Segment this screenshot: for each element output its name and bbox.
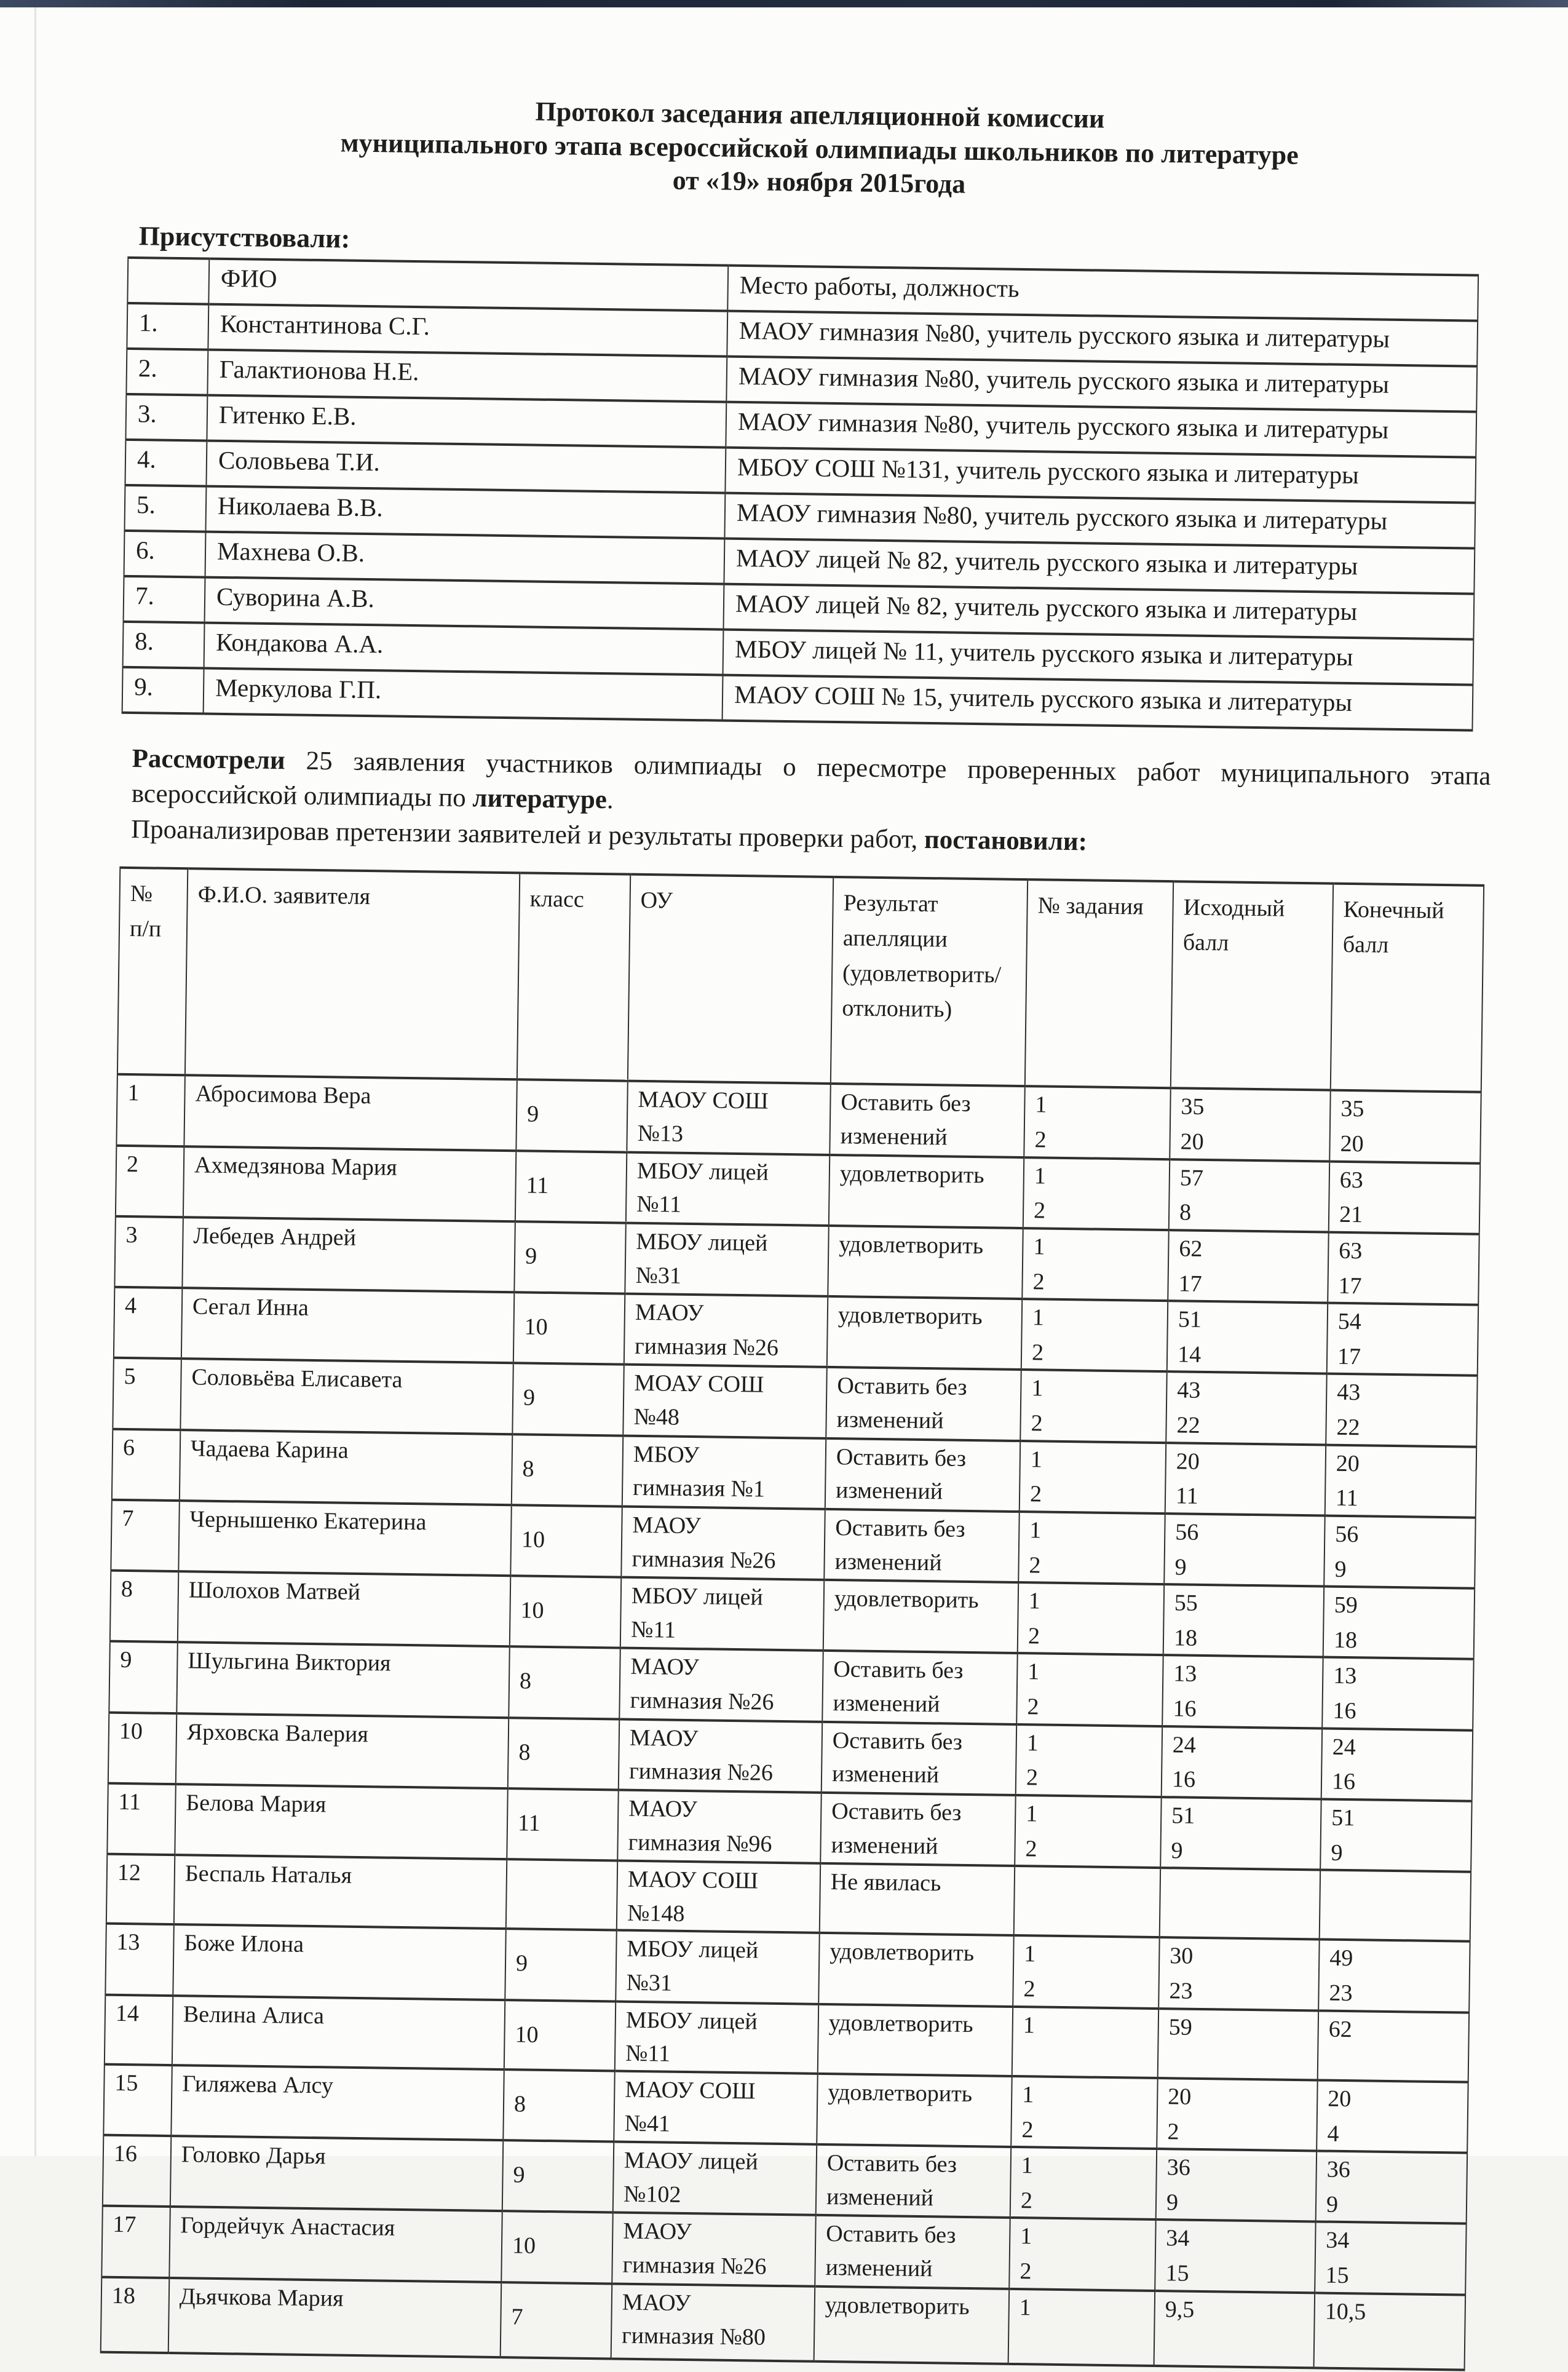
- cell-row-number: 11: [107, 1783, 175, 1855]
- cell-grade: 9: [514, 1221, 625, 1294]
- cell-school: МАОУ СОШ №41: [614, 2071, 817, 2144]
- cell-task-numbers: 1 2: [1024, 1087, 1170, 1159]
- title-line-1: Протокол заседания апелляционной комиссии: [535, 96, 1105, 134]
- cell-grade: 10: [501, 2211, 612, 2284]
- cell-grade: 9: [516, 1080, 627, 1152]
- cell-row-number: 10: [108, 1712, 176, 1784]
- attendee-number: 9.: [122, 667, 204, 713]
- cell-row-number: 14: [105, 1994, 173, 2065]
- cell-school: МОАУ СОШ №48: [623, 1365, 826, 1438]
- cell-claimant-name: Соловьёва Елисавета: [180, 1359, 513, 1434]
- cell-grade: 10: [504, 2000, 616, 2071]
- cell-task-numbers: 1 2: [1016, 1653, 1163, 1726]
- cell-final-score: 63 17: [1328, 1232, 1479, 1305]
- resolution-header-grade: класс: [517, 873, 630, 1081]
- attendee-name: Галактионова Н.Е.: [207, 349, 727, 402]
- cell-claimant-name: Ярховска Валерия: [176, 1713, 509, 1788]
- cell-claimant-name: Сегал Инна: [181, 1288, 514, 1363]
- cell-claimant-name: Лебедев Андрей: [182, 1217, 515, 1292]
- cell-final-score: 43 22: [1326, 1374, 1477, 1446]
- cell-task-numbers: 1 2: [1023, 1157, 1170, 1230]
- cell-school: МАОУ гимназия №26: [619, 1648, 823, 1722]
- cell-row-number: 9: [109, 1641, 177, 1713]
- cell-claimant-name: Чернышенко Екатерина: [178, 1501, 511, 1576]
- cell-school: МБОУ лицей №31: [625, 1223, 828, 1297]
- cell-claimant-name: Шульгина Виктория: [176, 1643, 509, 1718]
- resolution-table-head: [117, 868, 1484, 1092]
- cell-row-number: 3: [114, 1216, 183, 1288]
- cell-grade: 9: [512, 1363, 624, 1436]
- cell-grade: 10: [510, 1505, 622, 1577]
- cell-task-numbers: 1 2: [1020, 1441, 1166, 1513]
- cell-grade: 8: [512, 1434, 623, 1507]
- attendee-number: 4.: [125, 439, 207, 486]
- cell-school: МАОУ гимназия №80: [611, 2283, 815, 2361]
- attendees-header-workplace: Место работы, должность: [727, 265, 1478, 320]
- reviewed-period: .: [606, 785, 614, 815]
- cell-school: МБОУ лицей №11: [626, 1152, 830, 1226]
- cell-final-score: 13 16: [1322, 1657, 1473, 1730]
- cell-school: МБОУ лицей №11: [615, 2001, 818, 2074]
- cell-appeal-result: Оставить без изменений: [822, 1651, 1017, 1724]
- cell-final-score: 10,5: [1314, 2293, 1466, 2370]
- cell-claimant-name: Чадаева Карина: [180, 1430, 512, 1505]
- cell-initial-score: [1160, 1868, 1320, 1940]
- cell-initial-score: 57 8: [1169, 1159, 1329, 1232]
- title-line-3: от «19» ноября 2015года: [672, 165, 966, 199]
- reviewed-bold: Рассмотрели: [132, 744, 286, 775]
- cell-appeal-result: Оставить без изменений: [825, 1438, 1020, 1512]
- resolution-header-appeal-result: Результат апелляции (удовлетворить/ отклонить): [831, 877, 1028, 1086]
- analyzed-text: Проанализировав претензии заявителей и результаты проверки работ,: [130, 814, 925, 854]
- cell-task-numbers: 1 2: [1021, 1299, 1168, 1371]
- cell-school: МАОУ гимназия №96: [617, 1790, 821, 1863]
- cell-final-score: 54 17: [1327, 1303, 1478, 1376]
- cell-row-number: 15: [103, 2065, 172, 2136]
- cell-claimant-name: Дьячкова Мария: [168, 2278, 502, 2357]
- cell-row-number: 4: [114, 1287, 182, 1359]
- resolution-table: [100, 867, 1484, 2371]
- cell-task-numbers: 1 2: [1018, 1582, 1164, 1655]
- cell-appeal-result: удовлетворить: [827, 1296, 1022, 1370]
- cell-initial-score: 34 15: [1155, 2219, 1315, 2293]
- attendee-name: Николаева В.В.: [205, 486, 725, 538]
- resolution-header-initial-score: Исходный балл: [1171, 882, 1333, 1090]
- cell-initial-score: 59: [1158, 2009, 1318, 2080]
- cell-school: МБОУ гимназия №1: [622, 1435, 826, 1509]
- cell-grade: 7: [501, 2282, 612, 2358]
- cell-claimant-name: Головко Дарья: [170, 2136, 503, 2211]
- cell-final-score: 59 18: [1323, 1587, 1475, 1659]
- reviewed-text: 25 заявления участников олимпиады о пересмотре проверенных работ муниципального этапа всероссийской олимпиады по: [131, 745, 1491, 813]
- title-line-2: муниципального этапа всероссийской олимпиады школьников по литературе: [340, 127, 1299, 170]
- cell-appeal-result: Оставить без изменений: [815, 2215, 1010, 2288]
- attendee-number: 8.: [123, 621, 205, 668]
- attendee-workplace: МАОУ гимназия №80, учитель русского языка и литературы: [727, 311, 1478, 366]
- cell-school: МАОУ СОШ №13: [627, 1081, 830, 1155]
- cell-claimant-name: Гордейчук Анастасия: [169, 2207, 502, 2282]
- attendee-number: 6.: [124, 530, 206, 577]
- attendee-workplace: МАОУ гимназия №80, учитель русского языка и литературы: [724, 493, 1475, 548]
- cell-final-score: 20 11: [1325, 1445, 1476, 1517]
- cell-task-numbers: 1: [1012, 2007, 1158, 2078]
- attendees-label: Присутствовали:: [138, 220, 350, 254]
- resolved-bold: постановили:: [924, 825, 1088, 857]
- cell-school: МАОУ гимназия №26: [612, 2213, 815, 2287]
- cell-appeal-result: Оставить без изменений: [822, 1722, 1016, 1795]
- cell-row-number: 18: [101, 2277, 170, 2352]
- cell-appeal-result: удовлетворить: [818, 1933, 1013, 2006]
- cell-initial-score: 56 9: [1164, 1513, 1324, 1587]
- cell-row-number: 5: [113, 1358, 181, 1430]
- cell-row-number: 8: [110, 1571, 178, 1643]
- cell-appeal-result: удовлетворить: [817, 2074, 1012, 2147]
- attendee-workplace: МАОУ лицей № 82, учитель русского языка и литературы: [723, 584, 1474, 639]
- cell-grade: 10: [510, 1576, 621, 1648]
- cell-grade: 11: [507, 1788, 618, 1861]
- cell-row-number: 17: [101, 2206, 170, 2278]
- cell-task-numbers: 1: [1008, 2289, 1155, 2366]
- cell-initial-score: 30 23: [1158, 1938, 1319, 2011]
- cell-claimant-name: Абросимова Вера: [184, 1076, 517, 1151]
- resolution-header-row-number: № п/п: [117, 868, 188, 1075]
- cell-grade: 9: [505, 1929, 616, 2002]
- cell-final-score: 49 23: [1318, 1940, 1470, 2012]
- cell-task-numbers: 1 2: [1016, 1724, 1162, 1797]
- cell-final-score: 34 15: [1315, 2222, 1466, 2295]
- cell-final-score: 35 20: [1329, 1090, 1481, 1163]
- resolution-header-row: [117, 868, 1484, 1092]
- attendee-workplace: МАОУ гимназия №80, учитель русского языка и литературы: [726, 356, 1477, 411]
- attendee-name: Меркулова Г.П.: [204, 668, 723, 720]
- cell-final-score: 62: [1318, 2010, 1469, 2082]
- cell-final-score: [1320, 1870, 1471, 1942]
- cell-school: МБОУ лицей №31: [616, 1930, 819, 2004]
- cell-school: МАОУ СОШ №148: [617, 1861, 820, 1934]
- cell-final-score: 20 4: [1317, 2080, 1468, 2152]
- cell-initial-score: 51 9: [1160, 1797, 1321, 1870]
- cell-school: МБОУ лицей №11: [620, 1577, 824, 1651]
- attendees-table: [122, 256, 1479, 732]
- cell-initial-score: 20 11: [1165, 1443, 1326, 1516]
- cell-task-numbers: 1 2: [1013, 1935, 1159, 2008]
- cell-grade: 9: [502, 2140, 614, 2213]
- attendee-workplace: МАОУ СОШ № 15, учитель русского языка и литературы: [723, 675, 1473, 730]
- cell-claimant-name: Велина Алиса: [172, 1996, 505, 2069]
- attendee-number: 7.: [124, 576, 205, 622]
- cell-task-numbers: 1 2: [1010, 2147, 1157, 2219]
- cell-appeal-result: удовлетворить: [814, 2286, 1010, 2363]
- cell-grade: 8: [509, 1647, 620, 1720]
- cell-appeal-result: Оставить без изменений: [830, 1084, 1024, 1157]
- cell-appeal-result: удовлетворить: [828, 1226, 1023, 1299]
- cell-row-number: 7: [111, 1500, 179, 1572]
- resolution-header-task-number: № задания: [1025, 880, 1173, 1089]
- cell-row-number: 13: [105, 1924, 173, 1996]
- resolution-rows: [101, 1074, 1481, 2370]
- attendees-header-blank: [127, 258, 209, 304]
- cell-initial-score: 35 20: [1170, 1089, 1330, 1162]
- attendee-name: Константинова С.Г.: [208, 304, 727, 356]
- cell-final-score: 56 9: [1324, 1515, 1475, 1588]
- cell-task-numbers: 1 2: [1020, 1370, 1166, 1443]
- cell-initial-score: 20 2: [1157, 2078, 1317, 2151]
- attendee-workplace: МБОУ СОШ №131, учитель русского языка и литературы: [725, 447, 1476, 502]
- attendee-number: 3.: [125, 394, 207, 440]
- attendee-name: Кондакова А.А.: [204, 622, 724, 675]
- attendee-workplace: МБОУ лицей № 11, учитель русского языка и литературы: [723, 629, 1474, 684]
- resolution-header-final-score: Конечный балл: [1331, 884, 1484, 1092]
- cell-row-number: 1: [116, 1074, 184, 1146]
- cell-row-number: 12: [106, 1854, 175, 1925]
- cell-task-numbers: 1 2: [1015, 1795, 1161, 1868]
- cell-task-numbers: 1 2: [1009, 2218, 1155, 2290]
- attendee-name: Суворина А.В.: [205, 577, 724, 629]
- cell-appeal-result: удовлетворить: [829, 1155, 1024, 1228]
- cell-task-numbers: 1 2: [1018, 1512, 1165, 1584]
- cell-appeal-result: Оставить без изменений: [826, 1367, 1021, 1440]
- cell-task-numbers: 1 2: [1011, 2076, 1157, 2149]
- cell-claimant-name: Белова Мария: [175, 1784, 507, 1859]
- cell-task-numbers: 1 2: [1022, 1228, 1168, 1301]
- attendee-number: 5.: [124, 485, 206, 531]
- page-title: [140, 90, 1500, 208]
- cell-initial-score: 43 22: [1166, 1372, 1326, 1445]
- cell-grade: 8: [508, 1718, 619, 1790]
- resolution-header-school: ОУ: [628, 875, 833, 1084]
- cell-row-number: 2: [116, 1145, 184, 1217]
- attendee-name: Гитенко Е.В.: [207, 395, 726, 447]
- cell-appeal-result: удовлетворить: [823, 1580, 1018, 1653]
- cell-appeal-result: Оставить без изменений: [824, 1509, 1019, 1582]
- cell-task-numbers: [1014, 1866, 1160, 1937]
- cell-appeal-result: удовлетворить: [818, 2004, 1013, 2076]
- cell-initial-score: 62 17: [1168, 1230, 1328, 1303]
- cell-final-score: 51 9: [1320, 1799, 1471, 1871]
- attendee-number: 1.: [127, 303, 208, 350]
- cell-initial-score: 24 16: [1162, 1726, 1322, 1799]
- attendee-workplace: МАОУ лицей № 82, учитель русского языка и литературы: [724, 538, 1475, 593]
- cell-school: МАОУ гимназия №26: [619, 1719, 822, 1793]
- cell-row-number: 6: [112, 1429, 180, 1501]
- cell-claimant-name: Беспаль Наталья: [174, 1855, 507, 1929]
- attendees-header-name: ФИО: [208, 258, 728, 311]
- cell-school: МАОУ гимназия №26: [621, 1507, 825, 1581]
- cell-claimant-name: Ахмедзянова Мария: [183, 1146, 516, 1221]
- cell-grade: 11: [515, 1151, 627, 1223]
- cell-row-number: 16: [103, 2135, 171, 2207]
- cell-appeal-result: Не явилась: [820, 1863, 1015, 1935]
- resolution-header-claimant-name: Ф.И.О. заявителя: [185, 869, 520, 1080]
- cell-claimant-name: Шолохов Матвей: [178, 1571, 510, 1646]
- cell-final-score: 63 21: [1329, 1161, 1480, 1234]
- cell-appeal-result: Оставить без изменений: [816, 2144, 1011, 2218]
- cell-grade: 10: [513, 1292, 625, 1365]
- attendee-name: Соловьева Т.И.: [206, 440, 726, 493]
- cell-initial-score: 9,5: [1154, 2291, 1315, 2368]
- cell-initial-score: 36 9: [1156, 2149, 1317, 2222]
- attendee-number: 2.: [126, 349, 208, 395]
- cell-initial-score: 13 16: [1162, 1656, 1323, 1729]
- cell-school: МАОУ лицей №102: [613, 2142, 817, 2216]
- subject-bold: литературе: [472, 783, 608, 815]
- cell-final-score: 24 16: [1321, 1728, 1473, 1801]
- cell-initial-score: 55 18: [1163, 1584, 1324, 1657]
- cell-grade: [506, 1859, 617, 1930]
- attendee-workplace: МАОУ гимназия №80, учитель русского языка и литературы: [726, 402, 1476, 457]
- cell-claimant-name: Гиляжева Алсу: [171, 2065, 504, 2140]
- cell-final-score: 36 9: [1316, 2151, 1467, 2224]
- cell-grade: 8: [503, 2069, 614, 2142]
- cell-school: МАОУ гимназия №26: [624, 1294, 828, 1368]
- cell-appeal-result: Оставить без изменений: [820, 1793, 1015, 1866]
- attendee-name: Махнева О.В.: [205, 531, 725, 584]
- cell-claimant-name: Боже Илона: [173, 1925, 505, 2000]
- attendees-rows: [122, 303, 1478, 731]
- cell-initial-score: 51 14: [1167, 1301, 1328, 1374]
